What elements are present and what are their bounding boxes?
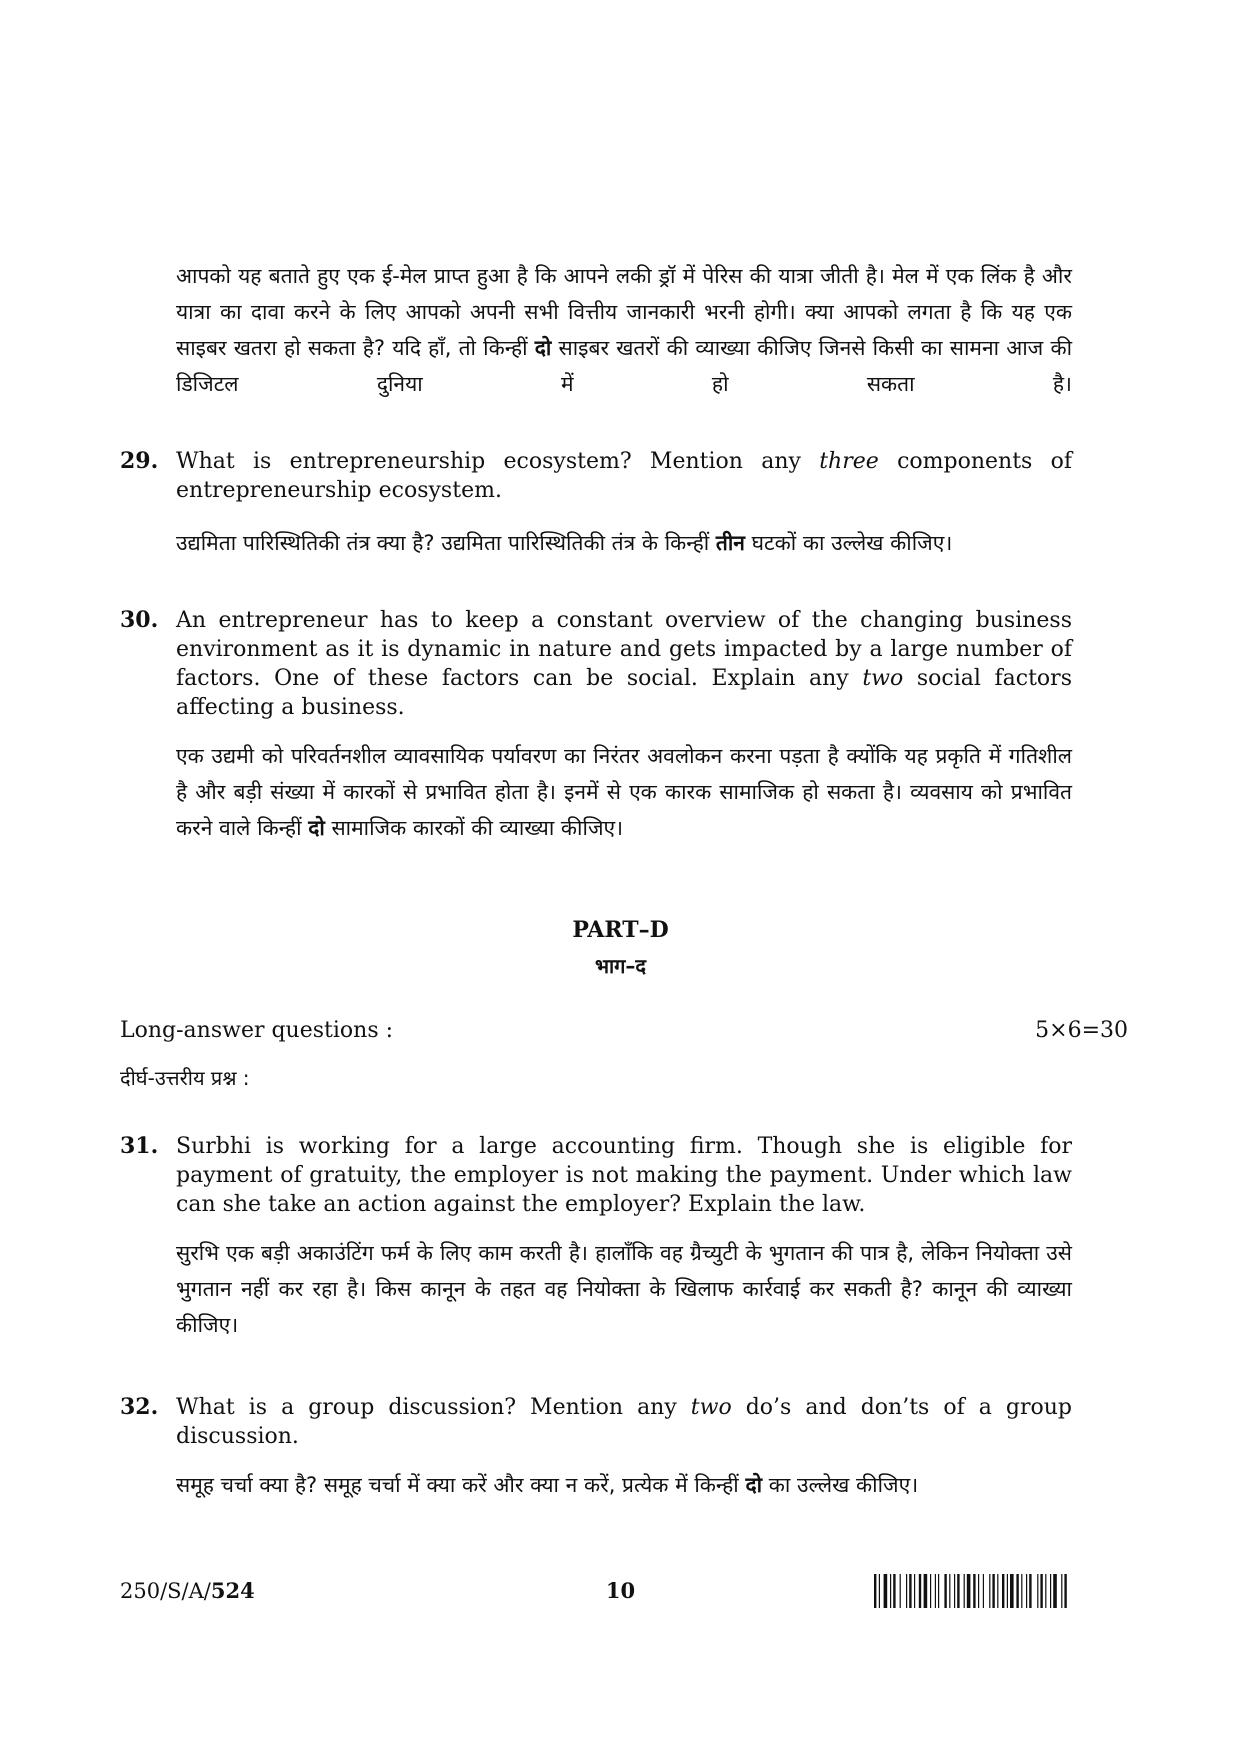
part-d-title: PART–D xyxy=(572,917,669,943)
paper-code-bold: 524 xyxy=(210,1578,255,1603)
paper-code-prefix: 250/S/A/ xyxy=(120,1579,211,1603)
section-marks: 5×6=30 xyxy=(1035,1018,1128,1043)
part-d-title-hindi: भाग–द xyxy=(594,954,647,978)
question-hindi: सुरभि एक बड़ी अकाउंटिंग फर्म के लिए काम करती है। हालाँकि वह ग्रैच्युटी के भुगतान की पात्र है, लेकिन नियोक्ता उसे भुगतान नहीं कर रहा है। किस कानून के तहत वह नियोक्ता के खिलाफ कार्रवाई कर सकती है? कानून की व्याख्या कीजिए। xyxy=(176,1241,1072,1337)
q29-en-italic: three xyxy=(819,449,879,474)
page-number: 10 xyxy=(605,1578,636,1603)
question-number: 31. xyxy=(120,1133,159,1159)
q28-hindi-part2: साइबर खतरों की व्याख्या कीजिए जिनसे किसी का सामना आज की डिजिटल दुनिया में हो सकता है। xyxy=(176,336,1073,396)
question-english xyxy=(176,1393,1072,1451)
question-29 xyxy=(120,447,1072,561)
q32-en-italic: two xyxy=(690,1395,732,1420)
q28-hindi-part1: आपको यह बताते हुए एक ई-मेल प्राप्त हुआ है कि आपने लकी ड्रॉ में पेरिस की यात्रा जीती है। मेल में एक लिंक है और यात्रा का दावा करने के लिए आपको अपनी सभी वित्तीय जानकारी भरनी होगी। क्या आपको लगता है कि यह एक साइबर खतरा हो सकता है? यदि हाँ, तो किन्हीं xyxy=(176,264,1072,360)
q29-hi-part2: घटकों का उल्लेख कीजिए। xyxy=(744,531,953,555)
section-instruction: Long-answer questions : xyxy=(120,1018,394,1043)
q29-en-part1: What is entrepreneurship ecosystem? Mention any xyxy=(176,449,820,474)
question-english: Surbhi is working for a large accounting firm. Though she is eligible for payment of gratuity, the employer is not making the payment. Under which law can she take an action against the employer? Explain the law. xyxy=(176,1134,1072,1217)
section-instruction-hindi: दीर्घ-उत्तरीय प्रश्न : xyxy=(120,1066,250,1090)
q32-hi-part1: समूह चर्चा क्या है? समूह चर्चा में क्या करें और क्या न करें, प्रत्येक में किन्हीं xyxy=(176,1473,746,1497)
question-english xyxy=(176,447,1072,505)
q32-en-part1: What is a group discussion? Mention any xyxy=(176,1395,691,1420)
q30-en-part2: social factors affecting a business. xyxy=(176,666,1072,720)
question-number: 32. xyxy=(120,1394,159,1420)
q29-en-part2: components of entrepreneurship ecosystem. xyxy=(176,449,1072,503)
q28-hindi-text xyxy=(176,258,1072,402)
question-number: 29. xyxy=(120,448,159,474)
q28-hindi-bold: दो xyxy=(534,336,552,360)
question-30 xyxy=(120,606,1072,846)
q30-en-part1: An entrepreneur has to keep a constant overview of the changing business environment as it is dynamic in nature and gets impacted by a large number of factors. One of these factors can be social. Explain any xyxy=(176,608,1072,691)
q29-hi-bold: तीन xyxy=(715,531,745,555)
question-hindi xyxy=(176,525,1072,561)
question-english xyxy=(176,606,1072,722)
q32-en-part2: do’s and don’ts of a group discussion. xyxy=(176,1395,1072,1449)
question-number: 30. xyxy=(120,607,159,633)
q32-hi-bold: दो xyxy=(745,1473,763,1497)
question-31 xyxy=(120,1132,1072,1343)
q29-hi-part1: उद्यमिता पारिस्थितिकी तंत्र क्या है? उद्यमिता पारिस्थितिकी तंत्र के किन्हीं xyxy=(176,531,716,555)
q30-hi-part2: सामाजिक कारकों की व्याख्या कीजिए। xyxy=(324,816,624,840)
q30-hi-part1: एक उद्यमी को परिवर्तनशील व्यावसायिक पर्यावरण का निरंतर अवलोकन करना पड़ता है क्योंकि यह प्रकृति में गतिशील है और बड़ी संख्या में कारकों से प्रभावित होता है। इनमें से एक कारक सामाजिक हो सकता है। व्यवसाय को प्रभावित करने वाले किन्हीं xyxy=(176,744,1072,840)
question-hindi xyxy=(176,1467,1072,1503)
question-hindi xyxy=(176,738,1072,846)
q30-en-italic: two xyxy=(862,666,904,691)
question-32 xyxy=(120,1393,1072,1503)
barcode xyxy=(874,1574,1134,1608)
q30-hi-bold: दो xyxy=(308,816,325,840)
q32-hi-part2: का उल्लेख कीजिए। xyxy=(762,1473,919,1497)
